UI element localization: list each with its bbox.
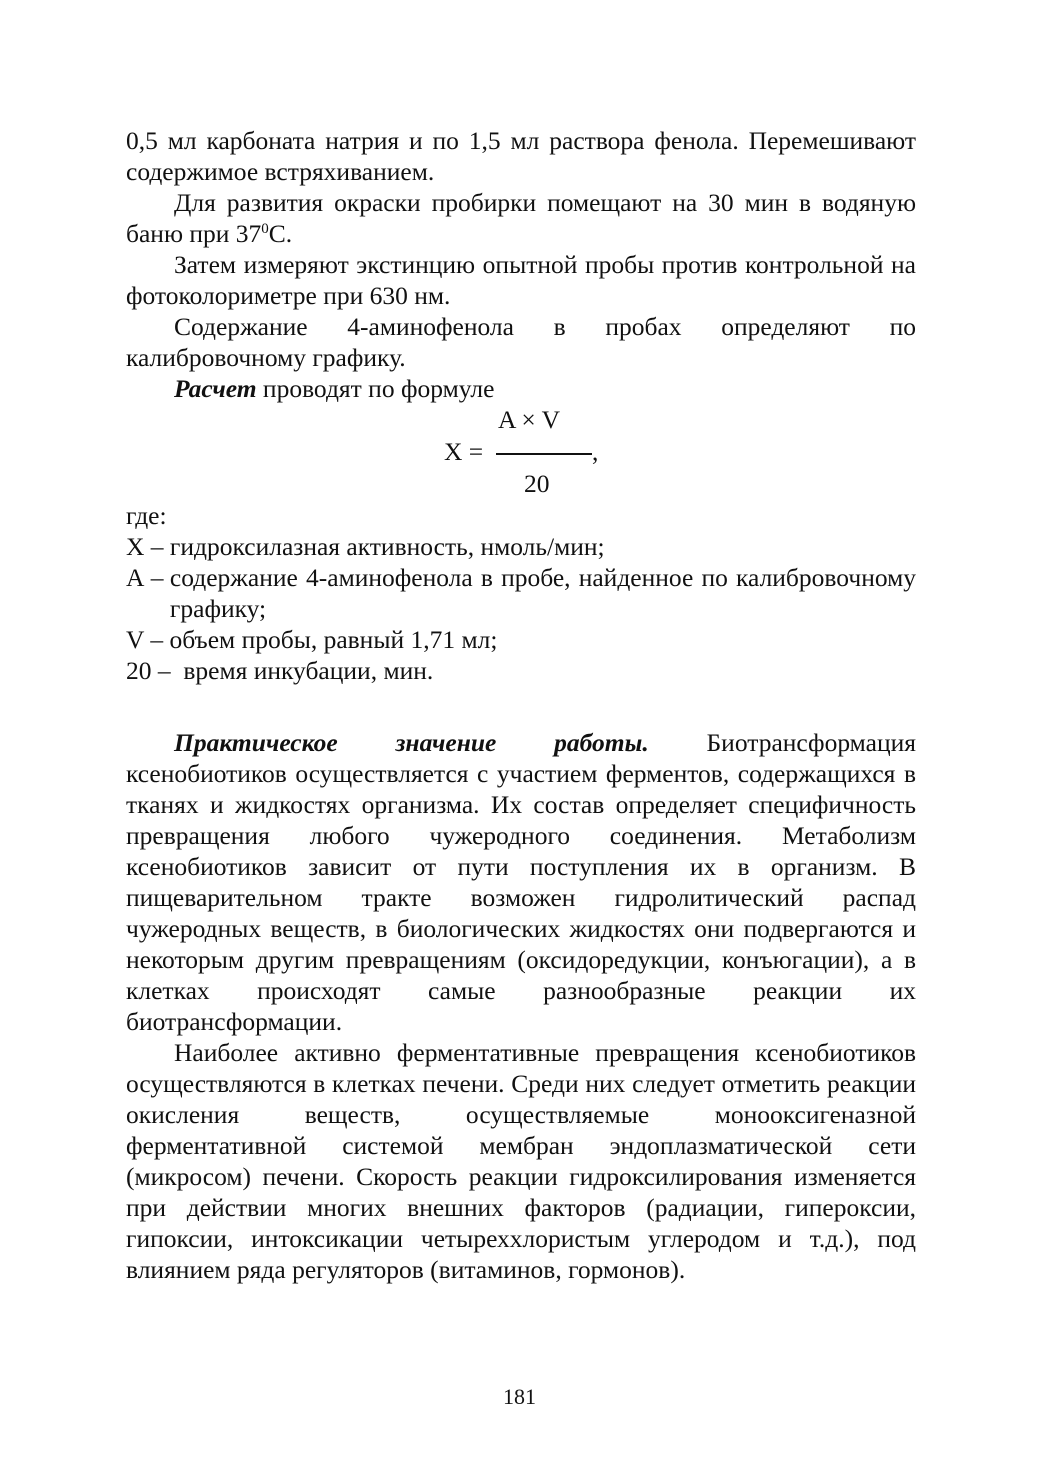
definition-desc: объем пробы, равный 1,71 мл;	[169, 625, 498, 654]
practical-heading: Практическое значение работы.	[174, 728, 649, 757]
definition-term: А –	[126, 563, 170, 592]
formula-lhs: X =	[444, 437, 484, 466]
definition-item-20	[126, 655, 916, 686]
degree-superscript: 0	[261, 221, 269, 237]
paragraph-procedure-end: 0,5 мл карбоната натрия и по 1,5 мл раствора фенола. Перемешивают содержимое встряхиванием.	[126, 126, 916, 186]
formula-denominator: 20	[524, 469, 550, 498]
definition-desc: содержание 4-аминофенола в пробе, найденное по калибровочному графику;	[169, 563, 916, 623]
formula	[126, 404, 916, 500]
section-gap	[126, 686, 916, 727]
calculation-heading: Расчет	[174, 374, 257, 403]
paragraph-practical-significance	[126, 727, 916, 1037]
paragraph-liver-metabolism: Наиболее активно ферментативные превращения ксенобиотиков осуществляются в клетках печени. Среди них следует отметить реакции окисления веществ, осуществляемые монооксигеназной ферментативной системой мембран эндоплазматической сети (микросом) печени. Скорость реакции гидроксилирования изменяется при действии многих внешних факторов (радиации, гипероксии, гипоксии, интоксикации четыреххлористым углеродом и т.д.), под влиянием ряда регуляторов (витаминов, гормонов).	[126, 1038, 916, 1284]
formula-comma: ,	[592, 437, 599, 466]
definitions-intro: где:	[126, 501, 167, 530]
incubation-unit: С.	[268, 219, 293, 248]
paragraph-extinction: Затем измеряют экстинцию опытной пробы против контрольной на фотоколориметре при 630 нм.	[126, 250, 916, 310]
page-number: 181	[503, 1384, 536, 1409]
definition-item-x	[126, 531, 916, 562]
paragraph-calculation	[126, 373, 916, 404]
definition-term: X –	[126, 532, 170, 561]
fraction-bar	[496, 453, 592, 455]
paragraph-calibration: Содержание 4-аминофенола в пробах определяют по калибровочному графику.	[126, 312, 916, 372]
incubation-text: Для развития окраски пробирки помещают на 30 мин в водяную баню при 37	[126, 188, 916, 248]
definition-desc: время инкубации, мин.	[183, 656, 434, 685]
page-body	[126, 125, 916, 1285]
definition-term: 20 –	[126, 656, 184, 685]
definition-term: V –	[126, 625, 170, 654]
practical-text: Биотрансформация ксенобиотиков осуществляется с участием ферментов, содержащихся в тканях и жидкостях организма. Их состав определяет специфичность превращения любого чужеродного соединения. Метаболизм ксенобиотиков зависит от пути поступления их в организм. В пищеварительном тракте возможен гидролитический распад чужеродных веществ, в биологических жидкостях они подвергаются и некоторым другим превращениям (оксидоредукции, конъюгации), а в клетках происходят самые разнообразные реакции их биотрансформации.	[126, 728, 916, 1036]
calculation-text: проводят по формуле	[256, 374, 495, 403]
definition-item-a	[126, 562, 916, 624]
formula-numerator: A × V	[498, 405, 561, 434]
definition-desc: гидроксилазная активность, нмоль/мин;	[169, 532, 605, 561]
definition-item-v	[126, 624, 916, 655]
paragraph-incubation	[126, 187, 916, 249]
